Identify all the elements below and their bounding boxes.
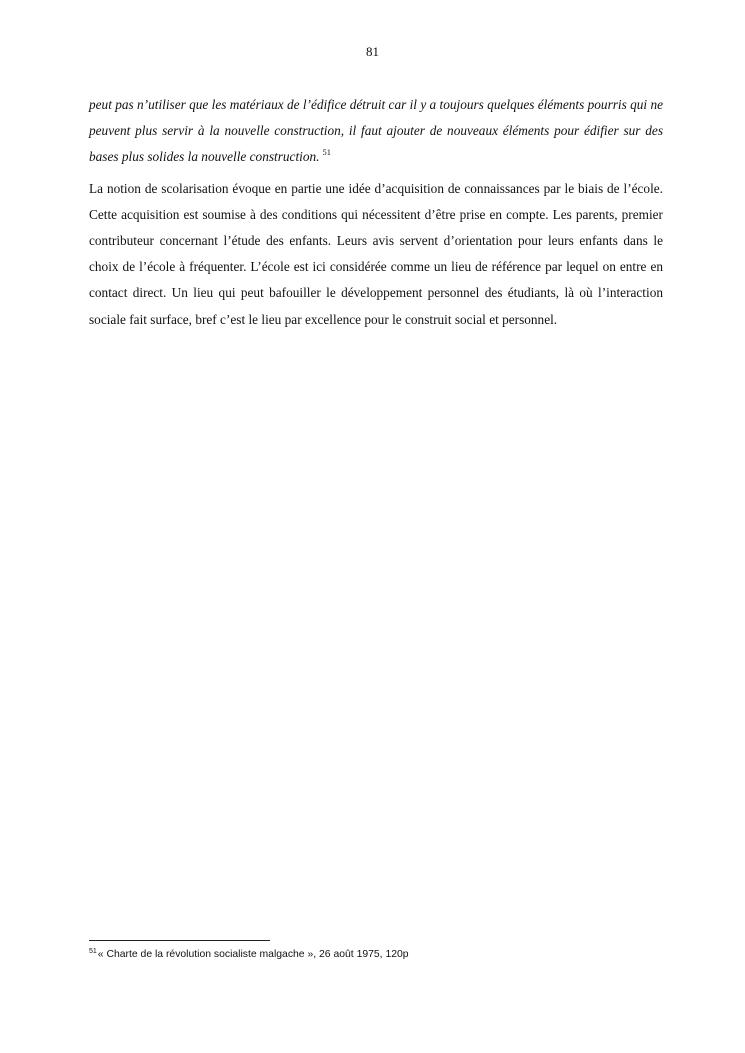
quote-text: peut pas n’utiliser que les matériaux de l’édifice détruit car il y a toujours quelques éléments pourris qui ne peuvent plus servir à la nouvelle construction, il faut ajouter de nouveaux éléments pour édifier sur des bases plus solides la nouvelle construction.	[89, 97, 663, 165]
main-text	[89, 92, 663, 333]
footnote-number: 51	[89, 948, 97, 955]
footnote-text: « Charte de la révolution socialiste malgache », 26 août 1975, 120p	[97, 949, 409, 960]
footnote-separator	[89, 940, 270, 941]
italic-quote	[89, 92, 663, 171]
footnote-reference[interactable]: 51	[322, 147, 331, 158]
body-paragraph: La notion de scolarisation évoque en partie une idée d’acquisition de connaissances par le biais de l’école. Cette acquisition est soumise à des conditions qui nécessitent d’être prise en compte. Les parents, premier contributeur concernant l’étude des enfants. Leurs avis servent d’orientation pour leurs enfants dans le choix de l’école à fréquenter. L’école est ici considérée comme un lieu de référence par lequel on entre en contact direct. Un lieu qui peut bafouiller le développement personnel des étudiants, là où l’interaction sociale fait surface, bref c’est le lieu par excellence pour le construit social et personnel.	[89, 180, 663, 327]
page-number: 81	[366, 44, 379, 59]
footnote	[89, 948, 663, 962]
